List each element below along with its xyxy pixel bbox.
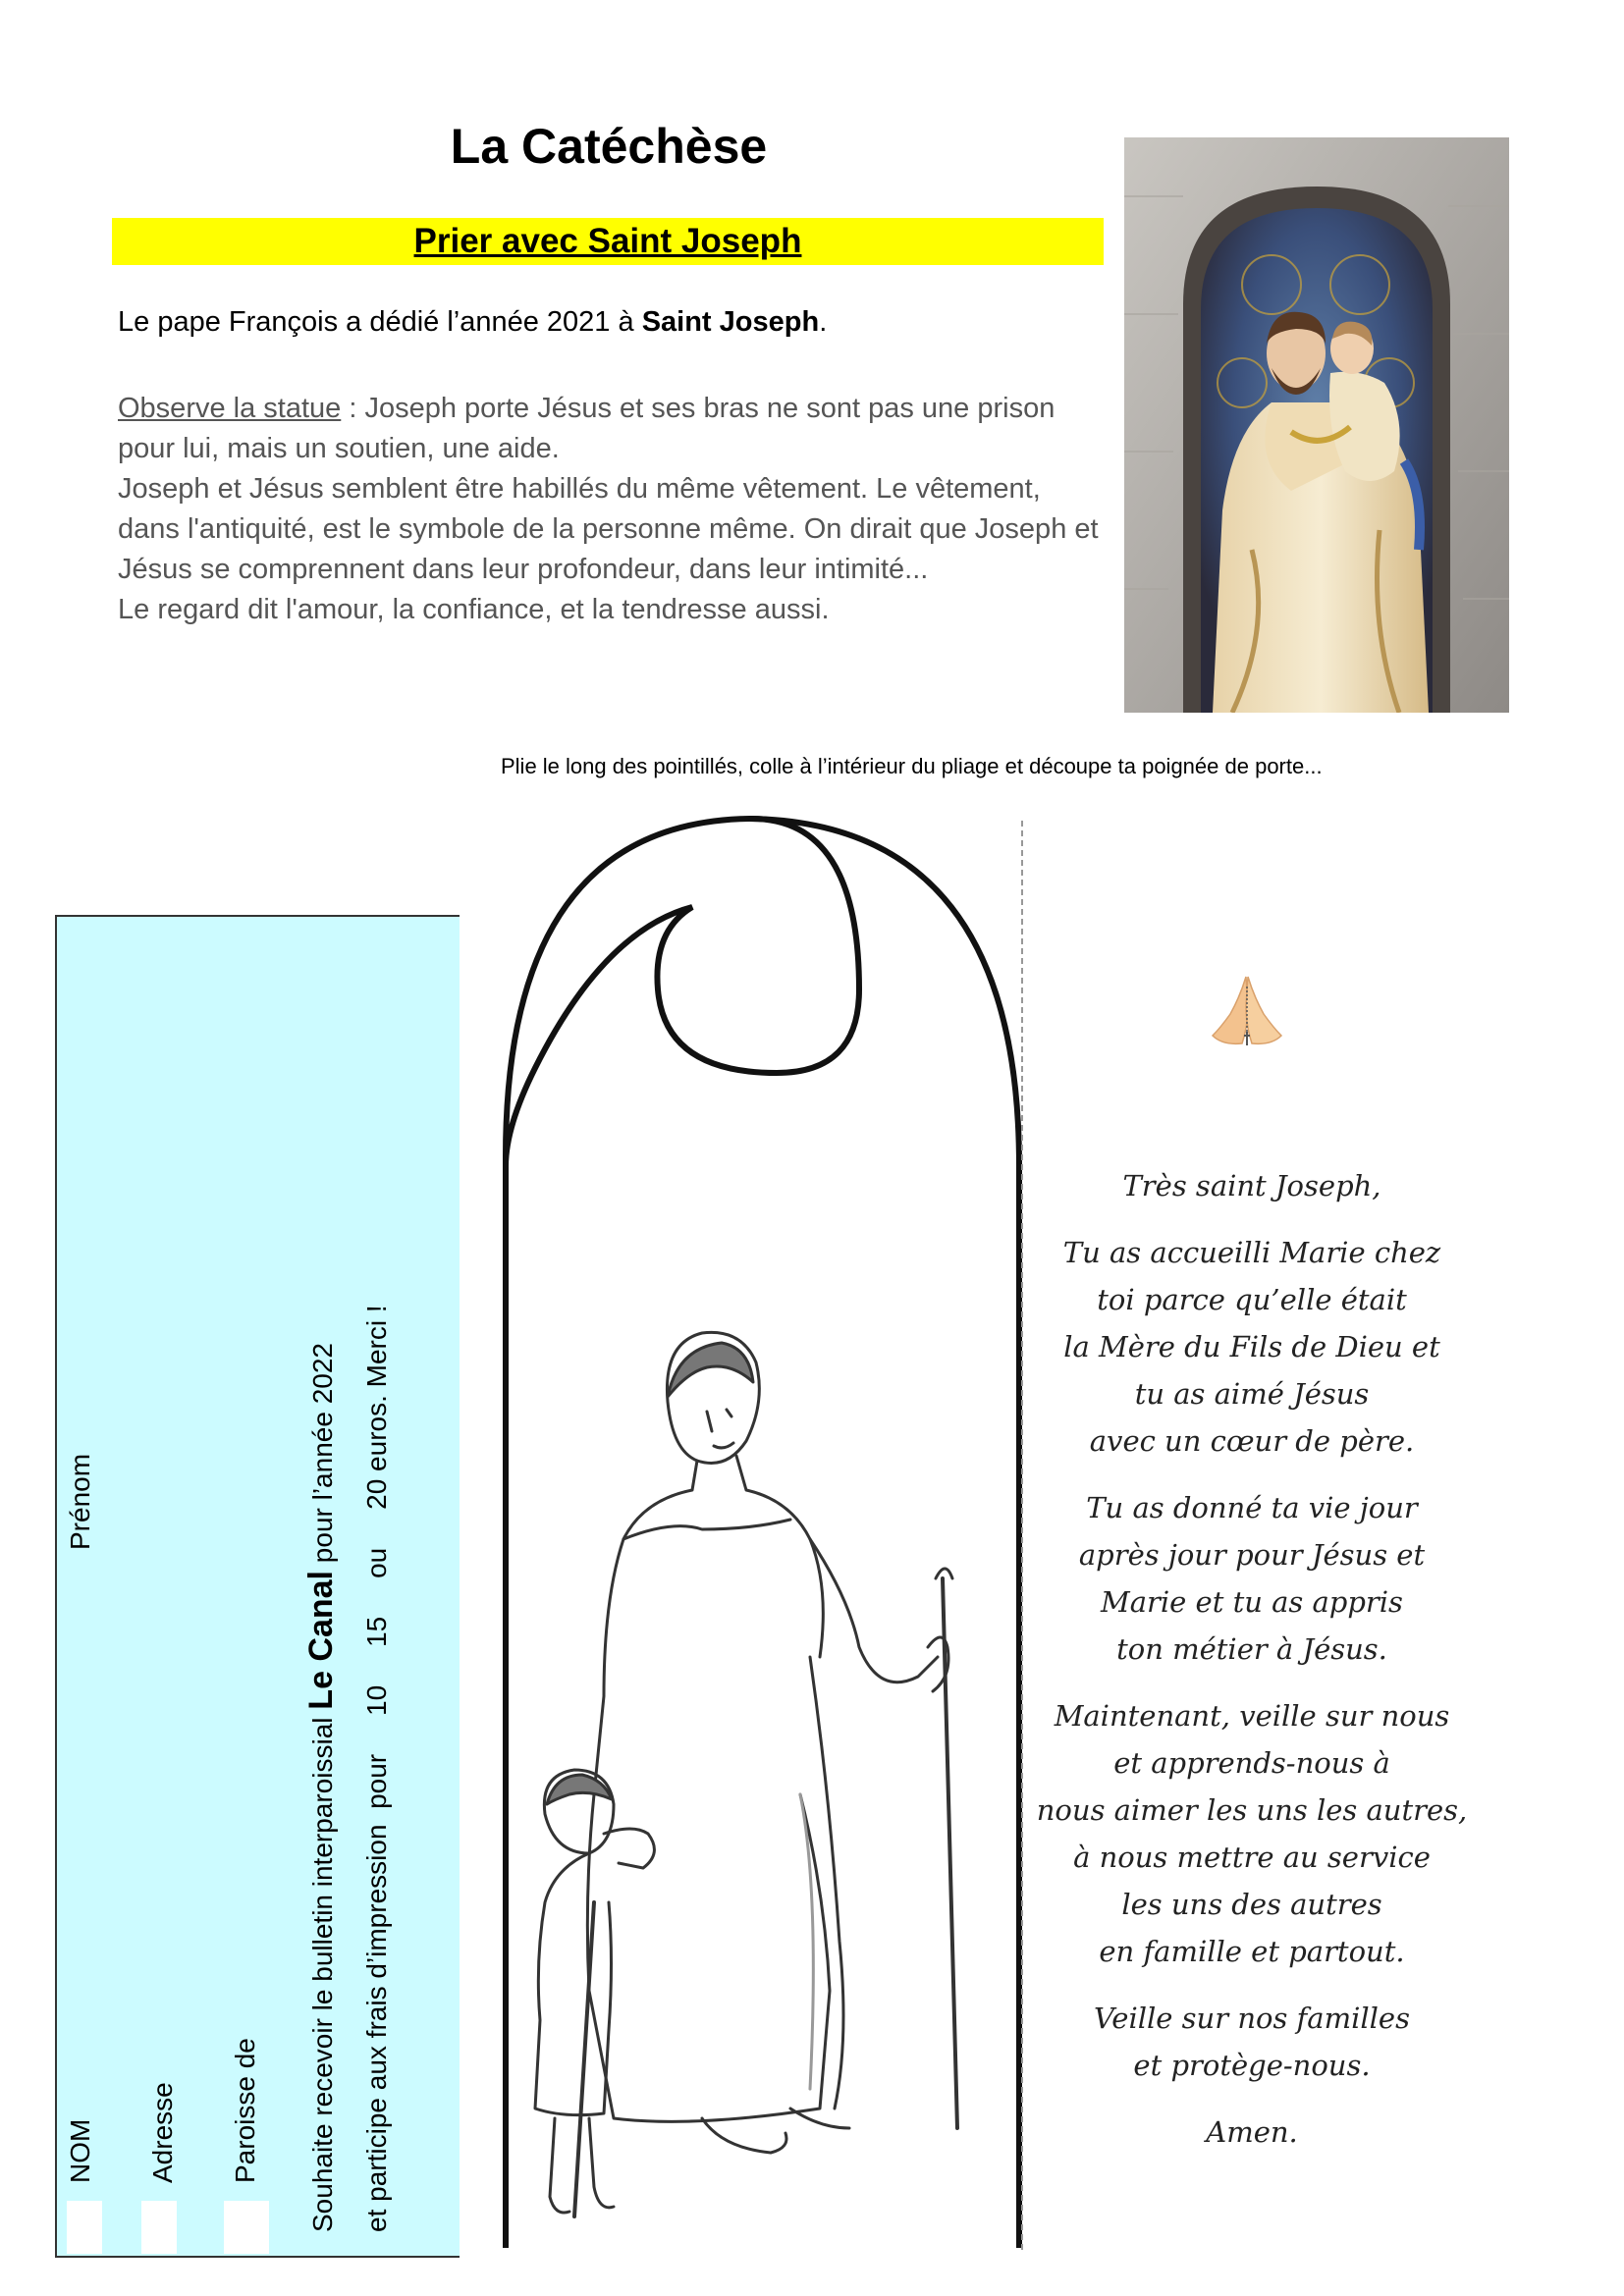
intro-end: . <box>819 306 828 338</box>
prayer-line: Tu as donné ta vie jour <box>1086 1491 1418 1524</box>
prayer-line: tu as aimé Jésus <box>1134 1377 1370 1411</box>
paroisse-label: Paroisse de <box>230 2038 260 2183</box>
praying-hands-icon <box>1203 967 1291 1055</box>
paroisse-input[interactable] <box>224 2201 269 2254</box>
prayer-line: Veille sur nos familles <box>1094 2002 1410 2035</box>
adresse-label: Adresse <box>147 2082 178 2183</box>
prayer-line: ton métier à Jésus. <box>1116 1632 1387 1666</box>
subtitle: Prier avec Saint Joseph <box>413 222 802 260</box>
nom-input[interactable] <box>67 2201 102 2254</box>
intro-bold: Saint Joseph <box>641 306 820 338</box>
adresse-input[interactable] <box>141 2201 177 2254</box>
body-text <box>118 389 1110 630</box>
prayer-line: Marie et tu as appris <box>1101 1585 1403 1619</box>
nom-label: NOM <box>65 2118 95 2183</box>
stanza-gap <box>1021 1975 1483 1995</box>
prayer-line: à nous mettre au service <box>1073 1841 1431 1874</box>
subscription-form <box>55 915 460 2258</box>
subscription-year: pour l’année 2022 <box>307 1343 338 1571</box>
subscription-line-2: et participe aux frais d’impression pour 10 15 ou 20 euros. Merci ! <box>361 1305 392 2232</box>
prayer-line: la Mère du Fils de Dieu et <box>1063 1330 1440 1363</box>
prayer-line: nous aimer les uns les autres, <box>1036 1793 1468 1827</box>
fold-instruction: Plie le long des pointillés, colle à l’intérieur du pliage et découpe ta poignée de porte... <box>501 754 1323 778</box>
observe-paragraph <box>118 389 1110 469</box>
prayer-line: et apprends-nous à <box>1113 1746 1390 1780</box>
page-title: La Catéchèse <box>450 119 768 174</box>
statue-photo <box>1124 137 1509 713</box>
prayer-line: toi parce qu’elle était <box>1097 1283 1407 1316</box>
stanza-gap <box>1021 1209 1483 1229</box>
prayer-line: après jour pour Jésus et <box>1078 1538 1426 1572</box>
prayer-line: Tu as accueilli Marie chez <box>1062 1236 1441 1269</box>
bulletin-name: Le Canal <box>302 1570 340 1710</box>
observe-label: Observe la statue <box>118 393 342 424</box>
prenom-label: Prénom <box>65 1453 95 1550</box>
prayer-line: Maintenant, veille sur nous <box>1054 1699 1450 1733</box>
prayer-text <box>1021 1162 1483 2156</box>
intro-paragraph <box>118 306 1100 339</box>
observe-text: : Joseph porte Jésus et ses bras ne sont pas une prison pour lui, mais un soutien, une aide. <box>118 393 1056 464</box>
stanza-gap <box>1021 1465 1483 1484</box>
prayer-line: et protège-nous. <box>1133 2049 1371 2082</box>
body-paragraph-2: Joseph et Jésus semblent être habillés du même vêtement. Le vêtement, dans l'antiquité, est le symbole de la personne même. On dirait que Joseph et Jésus se comprennent dans leur profondeur, dans leur intimité... <box>118 473 1099 585</box>
intro-text: Le pape François a dédié l’année 2021 à <box>118 306 642 338</box>
body-paragraph-3: Le regard dit l'amour, la confiance, et la tendresse aussi. <box>118 594 830 625</box>
subscription-text: Souhaite recevoir le bulletin interparoissial <box>307 1709 338 2232</box>
prayer-line: Amen. <box>1206 2115 1298 2149</box>
prayer-line: Très saint Joseph, <box>1122 1169 1381 1202</box>
stanza-gap <box>1021 1673 1483 1692</box>
joseph-drawing <box>535 1332 957 2216</box>
door-hanger-outline <box>496 813 1026 2256</box>
prayer-line: en famille et partout. <box>1099 1935 1405 1968</box>
prayer-line: les uns des autres <box>1121 1888 1382 1921</box>
stanza-gap <box>1021 2089 1483 2109</box>
subscription-line-1 <box>302 1343 341 2232</box>
prayer-line: avec un cœur de père. <box>1089 1424 1415 1458</box>
